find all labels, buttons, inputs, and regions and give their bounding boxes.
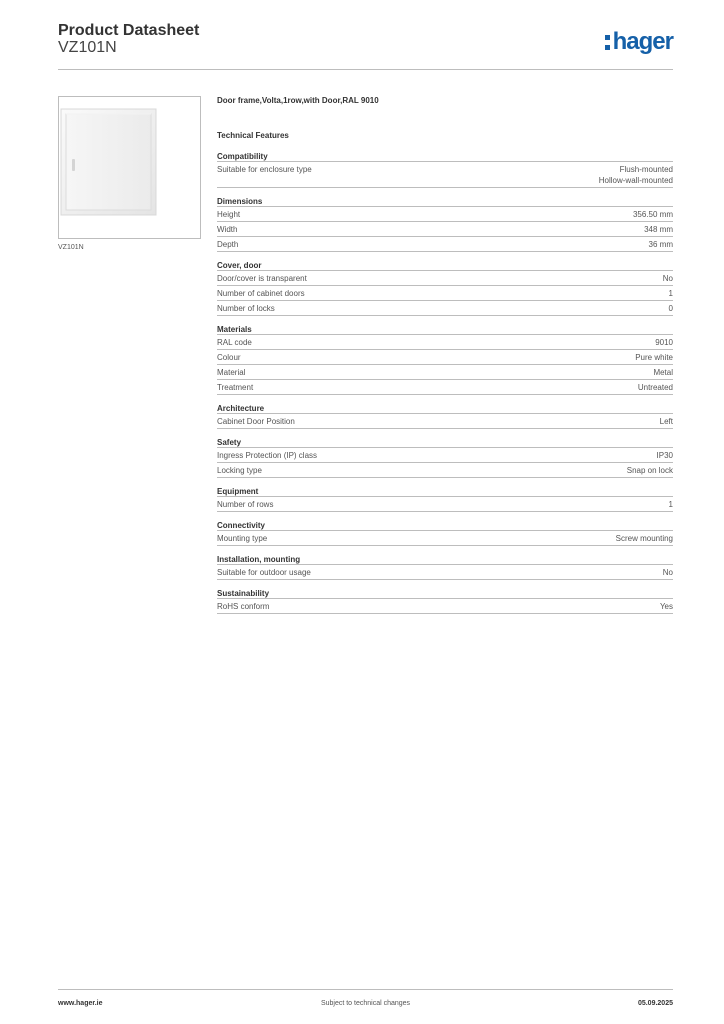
feature-value-text: Left: [659, 417, 673, 426]
feature-group: [217, 588, 673, 614]
feature-value-text: 1: [668, 500, 673, 509]
footer-note: Subject to technical changes: [320, 1000, 411, 1007]
feature-row: [217, 286, 673, 301]
feature-value-text: 0: [668, 304, 673, 313]
feature-group-title: Connectivity: [217, 520, 673, 531]
feature-value: [644, 224, 673, 235]
feature-row: [217, 335, 673, 350]
feature-label: Ingress Protection (IP) class: [217, 451, 318, 460]
feature-row: [217, 237, 673, 252]
feature-group: [217, 260, 673, 316]
feature-group: [217, 437, 673, 478]
logo-dots-icon: [605, 35, 610, 50]
feature-row: [217, 207, 673, 222]
feature-label: Width: [217, 225, 238, 234]
feature-value: [660, 416, 673, 427]
feature-value: [653, 367, 673, 378]
feature-row: [217, 222, 673, 237]
feature-row: [217, 365, 673, 380]
technical-features-heading: Technical Features: [217, 131, 289, 140]
feature-label: Suitable for outdoor usage: [217, 568, 311, 577]
feature-group-title: Architecture: [217, 403, 673, 414]
datasheet-content: [217, 96, 673, 622]
feature-label: Treatment: [217, 383, 254, 392]
feature-row: [217, 599, 673, 614]
feature-row: [217, 301, 673, 316]
feature-label: RAL code: [217, 338, 252, 347]
feature-value: [669, 288, 673, 299]
feature-group: [217, 486, 673, 512]
feature-value-text: IP30: [656, 451, 673, 460]
feature-value: [669, 303, 673, 314]
feature-value: [638, 382, 673, 393]
feature-value-text: Hollow-wall-mounted: [598, 176, 673, 185]
feature-value: [616, 533, 673, 544]
page-footer: [58, 989, 673, 1015]
feature-value: [599, 164, 673, 186]
feature-value-text: Untreated: [637, 383, 673, 392]
footer-website-link[interactable]: www.hager.ie: [58, 1000, 103, 1007]
feature-group-title: Sustainability: [217, 588, 673, 599]
feature-value: [633, 209, 673, 220]
feature-row: [217, 350, 673, 365]
feature-label: Number of locks: [217, 304, 275, 313]
feature-value: [635, 352, 673, 363]
feature-label: Suitable for enclosure type: [217, 165, 312, 174]
feature-value-text: No: [662, 568, 673, 577]
feature-group-title: Compatibility: [217, 151, 673, 162]
feature-group-title: Dimensions: [217, 196, 673, 207]
feature-label: Depth: [217, 240, 239, 249]
feature-row: [217, 162, 673, 188]
feature-group-title: Materials: [217, 324, 673, 335]
feature-row: [217, 448, 673, 463]
feature-group: [217, 403, 673, 429]
feature-label: Material: [217, 368, 246, 377]
feature-group-title: Cover, door: [217, 260, 673, 271]
feature-value-text: Screw mounting: [615, 534, 673, 543]
feature-row: [217, 531, 673, 546]
feature-row: [217, 463, 673, 478]
feature-value-text: 9010: [655, 338, 673, 347]
feature-value: [663, 567, 673, 578]
feature-value: [655, 337, 673, 348]
feature-value-text: 36 mm: [648, 240, 673, 249]
feature-row: [217, 497, 673, 512]
feature-group: [217, 196, 673, 252]
feature-label: Mounting type: [217, 534, 268, 543]
image-caption: VZ101N: [58, 244, 84, 251]
feature-group: [217, 520, 673, 546]
product-description: Door frame,Volta,1row,with Door,RAL 9010: [217, 96, 379, 105]
feature-label: Number of rows: [217, 500, 274, 509]
door-frame-product-photo-icon: [59, 97, 200, 238]
feature-group: [217, 554, 673, 580]
feature-value: [660, 601, 673, 612]
feature-label: Door/cover is transparent: [217, 274, 307, 283]
hager-logo[interactable]: [605, 28, 673, 56]
feature-value: [627, 465, 673, 476]
logo-text: hager: [612, 28, 673, 55]
feature-value-text: 1: [668, 289, 673, 298]
feature-value-text: Snap on lock: [626, 466, 673, 475]
feature-value-text: Pure white: [635, 353, 673, 362]
feature-label: Height: [217, 210, 241, 219]
feature-label: Locking type: [217, 466, 262, 475]
feature-value-text: Yes: [659, 602, 673, 611]
feature-value: [649, 239, 673, 250]
feature-group-title: Safety: [217, 437, 673, 448]
feature-group-title: Installation, mounting: [217, 554, 673, 565]
feature-row: [217, 380, 673, 395]
feature-label: Colour: [217, 353, 241, 362]
feature-value: [669, 499, 673, 510]
product-image: [58, 96, 201, 239]
feature-value-text: Flush-mounted: [619, 165, 673, 174]
feature-label: Number of cabinet doors: [217, 289, 305, 298]
feature-group-title: Equipment: [217, 486, 673, 497]
page-header: [58, 20, 673, 70]
feature-row: [217, 271, 673, 286]
feature-groups: [217, 151, 673, 614]
product-code: VZ101N: [58, 39, 117, 56]
feature-value: [657, 450, 673, 461]
feature-value: [663, 273, 673, 284]
feature-value-text: Metal: [653, 368, 673, 377]
feature-row: [217, 414, 673, 429]
feature-label: Cabinet Door Position: [217, 417, 295, 426]
feature-row: [217, 565, 673, 580]
feature-value-text: No: [662, 274, 673, 283]
page-title: Product Datasheet: [58, 22, 200, 39]
feature-value-text: 348 mm: [644, 225, 673, 234]
feature-group: [217, 151, 673, 188]
feature-value-text: 356.50 mm: [632, 210, 673, 219]
feature-group: [217, 324, 673, 395]
feature-label: RoHS conform: [217, 602, 270, 611]
footer-date: 05.09.2025: [637, 1000, 673, 1007]
